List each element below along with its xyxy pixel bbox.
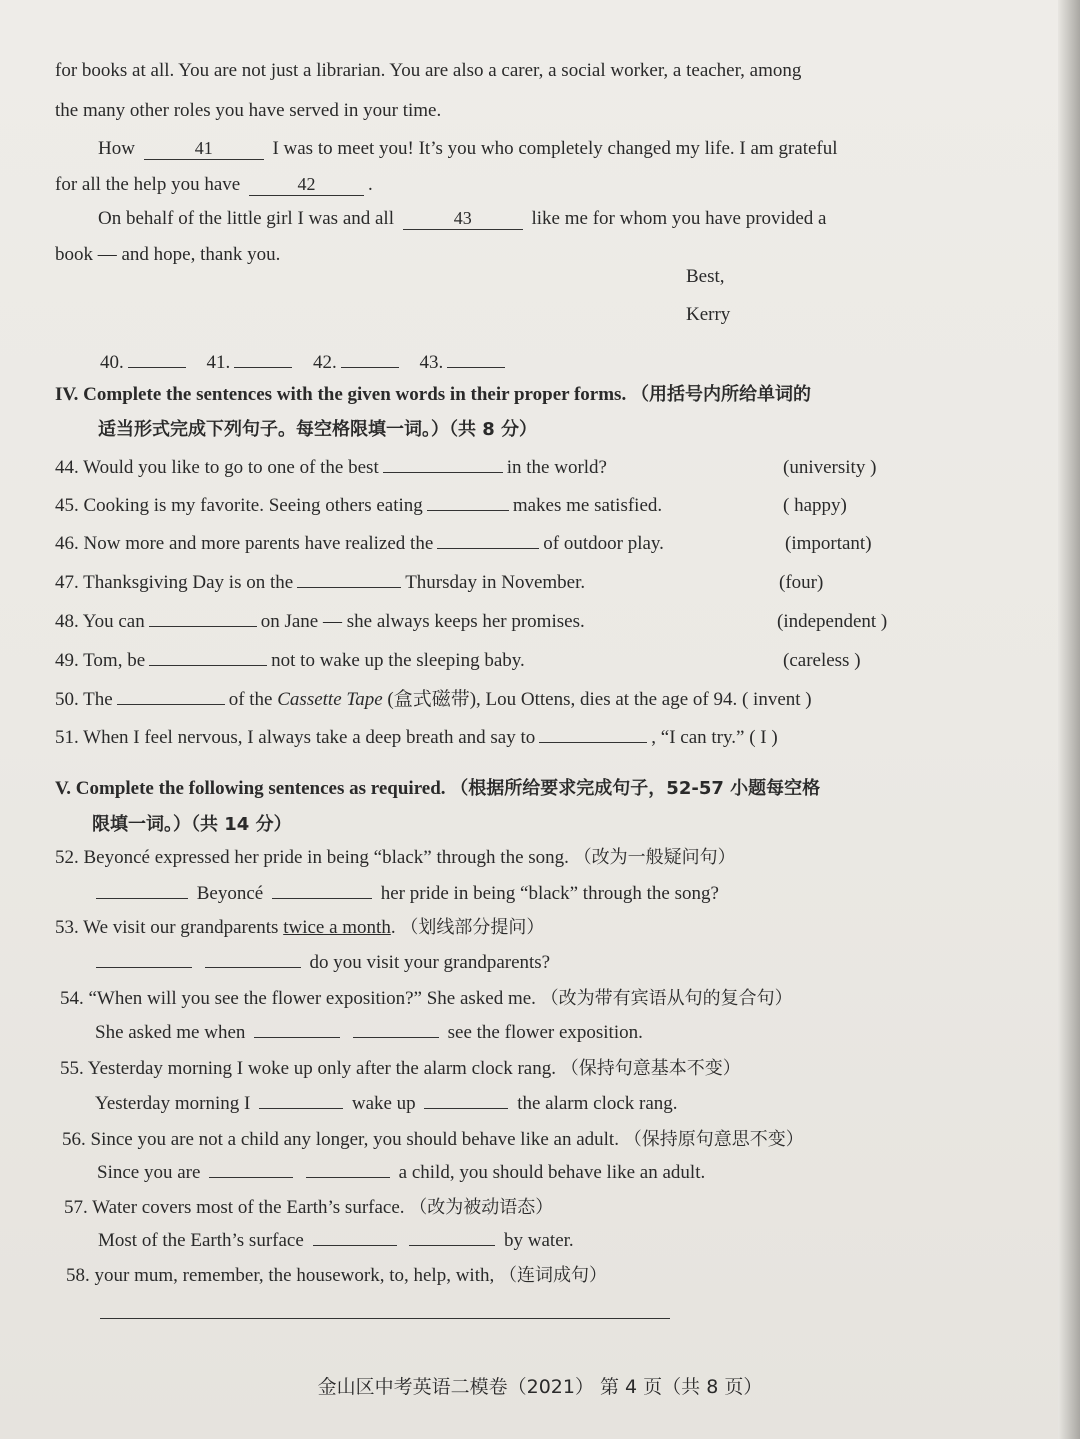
answer-text: her pride in being “black” through the song? [380, 883, 719, 904]
letter-line-3 [98, 136, 838, 162]
question-text: 54. “When will you see the flower exposition?” She asked me. [60, 988, 536, 1009]
answer-57 [98, 1228, 574, 1254]
answer-blank-55b[interactable] [424, 1108, 508, 1109]
answer-blank-50[interactable] [117, 704, 225, 705]
answer-blank-54a[interactable] [254, 1037, 340, 1038]
question-53 [55, 915, 544, 941]
answer-blank-56a[interactable] [209, 1177, 293, 1178]
question-56 [62, 1127, 804, 1153]
question-44 [55, 455, 935, 481]
blank-43-number: 43 [453, 208, 472, 228]
question-47 [55, 570, 935, 596]
question-text: 47. Thanksgiving Day is on the [55, 572, 294, 593]
letter-text: . [367, 174, 373, 195]
blank-42[interactable] [249, 174, 364, 196]
answer-text: Most of the Earth’s surface [98, 1230, 304, 1251]
answer-blank-53a[interactable] [96, 967, 192, 968]
question-text: on Jane — she always keeps her promises. [260, 611, 585, 632]
answer-label: 40. [100, 352, 124, 373]
question-text: Cassette Tape [277, 689, 383, 710]
hint-word: (four) [779, 572, 824, 593]
question-text: 46. Now more and more parents have realized the [55, 533, 434, 554]
answer-52 [92, 881, 719, 907]
answer-blank-40[interactable] [128, 367, 186, 368]
answer-blank-53b[interactable] [205, 967, 301, 968]
requirement: （保持句意基本不变） [560, 1058, 741, 1079]
question-text: 57. Water covers most of the Earth’s surface. [64, 1197, 405, 1218]
letter-line-1: for books at all. You are not just a librarian. You are also a carer, a social worker, a teacher, among [55, 60, 802, 81]
answer-blank-45[interactable] [427, 510, 509, 511]
answer-blank-42[interactable] [341, 367, 399, 368]
section-5-heading [55, 776, 820, 802]
requirement: （保持原句意思不变） [623, 1129, 804, 1150]
section-4-instruction: （用括号内所给单词的 [630, 384, 811, 405]
question-text: 58. your mum, remember, the housework, to, help, with, [66, 1265, 495, 1286]
question-text: (盒式磁带), Lou Ottens, dies at the age of 94. ( invent ) [387, 689, 812, 710]
question-58 [66, 1263, 607, 1289]
letter-line-2: the many other roles you have served in your time. [55, 100, 442, 121]
question-48 [55, 609, 935, 635]
letter-text: I was to meet you! It’s you who completely changed my life. I am grateful [272, 138, 838, 159]
hint-word: (university ) [783, 457, 877, 478]
hint-word: (important) [785, 533, 872, 554]
question-text: , “I can try.” ( I ) [651, 727, 778, 748]
question-52 [55, 845, 736, 871]
answer-54 [95, 1020, 643, 1046]
section-5-instruction: （根据所给要求完成句子，52-57 小题每空格 [450, 778, 821, 799]
page-footer: 金山区中考英语二模卷（2021） 第 4 页（共 8 页） [317, 1376, 763, 1398]
letter-text: like me for whom you have provided a [531, 208, 827, 229]
section-5-title: V. Complete the following sentences as required. [55, 778, 446, 799]
requirement: （改为被动语态） [409, 1197, 554, 1218]
question-57 [64, 1195, 553, 1221]
requirement: （连词成句） [499, 1265, 607, 1286]
answer-label: 42. [313, 352, 337, 373]
answer-blank-57b[interactable] [409, 1245, 495, 1246]
letter-signature: Kerry [686, 304, 731, 325]
answer-blank-47[interactable] [297, 587, 401, 588]
page-edge-shadow [1058, 0, 1080, 1439]
answer-blank-49[interactable] [149, 665, 267, 666]
question-text: 49. Tom, be [55, 650, 146, 671]
answer-53 [92, 950, 550, 976]
question-45 [55, 493, 935, 519]
question-54 [60, 986, 793, 1012]
question-text: makes me satisfied. [512, 495, 663, 516]
answer-text: She asked me when [95, 1022, 246, 1043]
answer-text: Beyoncé [196, 883, 264, 904]
answer-blank-54b[interactable] [353, 1037, 439, 1038]
blank-42-number: 42 [297, 174, 316, 194]
section-4-instruction-2: 适当形式完成下列句子。每空格限填一词。）（共 8 分） [98, 419, 538, 440]
answer-blank-46[interactable] [437, 548, 539, 549]
question-text: 52. Beyoncé expressed her pride in being “black” through the song. [55, 847, 569, 868]
blank-43[interactable] [403, 208, 523, 230]
letter-line-5 [98, 206, 826, 232]
question-51 [55, 725, 778, 751]
question-text: 50. The [55, 689, 113, 710]
blank-41[interactable] [144, 138, 264, 160]
letter-text: How [98, 138, 135, 159]
letter-text: for all the help you have [55, 174, 241, 195]
answer-text: Since you are [97, 1162, 201, 1183]
question-text: 51. When I feel nervous, I always take a deep breath and say to [55, 727, 536, 748]
answer-text: the alarm clock rang. [517, 1093, 678, 1114]
hint-word: (careless ) [783, 650, 861, 671]
letter-text: On behalf of the little girl I was and all [98, 208, 394, 229]
answer-blank-52b[interactable] [272, 898, 372, 899]
answer-text: wake up [351, 1093, 416, 1114]
question-text: 56. Since you are not a child any longer, you should behave like an adult. [62, 1129, 619, 1150]
question-text: 55. Yesterday morning I woke up only after the alarm clock rang. [60, 1058, 556, 1079]
requirement: （划线部分提问） [400, 917, 545, 938]
section-4-title: IV. Complete the sentences with the given words in their proper forms. [55, 384, 627, 405]
answer-line [100, 352, 509, 374]
underlined-part: twice a month [283, 917, 391, 938]
letter-line-4 [55, 172, 373, 198]
question-text: 48. You can [55, 611, 145, 632]
requirement: （改为一般疑问句） [573, 847, 736, 868]
answer-55 [95, 1091, 678, 1117]
answer-text: by water. [504, 1230, 574, 1251]
question-46 [55, 531, 935, 557]
question-text: of the [228, 689, 273, 710]
question-text: 53. We visit our grandparents [55, 917, 279, 938]
section-4-heading [55, 382, 811, 408]
question-text: in the world? [506, 457, 607, 478]
answer-text: see the flower exposition. [447, 1022, 643, 1043]
question-text: of outdoor play. [543, 533, 664, 554]
answer-text: Yesterday morning I [95, 1093, 251, 1114]
section-5-instruction-2: 限填一词。）（共 14 分） [92, 814, 292, 835]
answer-56 [97, 1160, 705, 1186]
question-text: 44. Would you like to go to one of the best [55, 457, 379, 478]
answer-blank-44[interactable] [383, 472, 503, 473]
question-55 [60, 1056, 741, 1082]
blank-41-number: 41 [194, 138, 213, 158]
hint-word: (independent ) [777, 611, 888, 632]
answer-text: a child, you should behave like an adult. [398, 1162, 706, 1183]
question-text: not to wake up the sleeping baby. [271, 650, 525, 671]
answer-blank-51[interactable] [539, 742, 647, 743]
answer-blank-43[interactable] [447, 367, 505, 368]
answer-blank-57a[interactable] [313, 1245, 397, 1246]
answer-text: do you visit your grandparents? [309, 952, 551, 973]
requirement: （改为带有宾语从句的复合句） [540, 988, 793, 1009]
question-50 [55, 687, 812, 713]
hint-word: ( happy) [783, 495, 847, 516]
answer-blank-52a[interactable] [96, 898, 188, 899]
answer-blank-55a[interactable] [259, 1108, 343, 1109]
answer-label: 43. [419, 352, 444, 373]
answer-label: 41. [206, 352, 231, 373]
letter-closing: Best, [686, 266, 725, 287]
question-text: 45. Cooking is my favorite. Seeing others eating [55, 495, 423, 516]
answer-line-58[interactable] [100, 1318, 670, 1319]
question-text: Thursday in November. [405, 572, 586, 593]
letter-line-6: book — and hope, thank you. [55, 244, 281, 265]
question-text: . [390, 917, 396, 938]
question-49 [55, 648, 935, 674]
answer-blank-48[interactable] [149, 626, 257, 627]
answer-blank-56b[interactable] [306, 1177, 390, 1178]
answer-blank-41[interactable] [234, 367, 292, 368]
